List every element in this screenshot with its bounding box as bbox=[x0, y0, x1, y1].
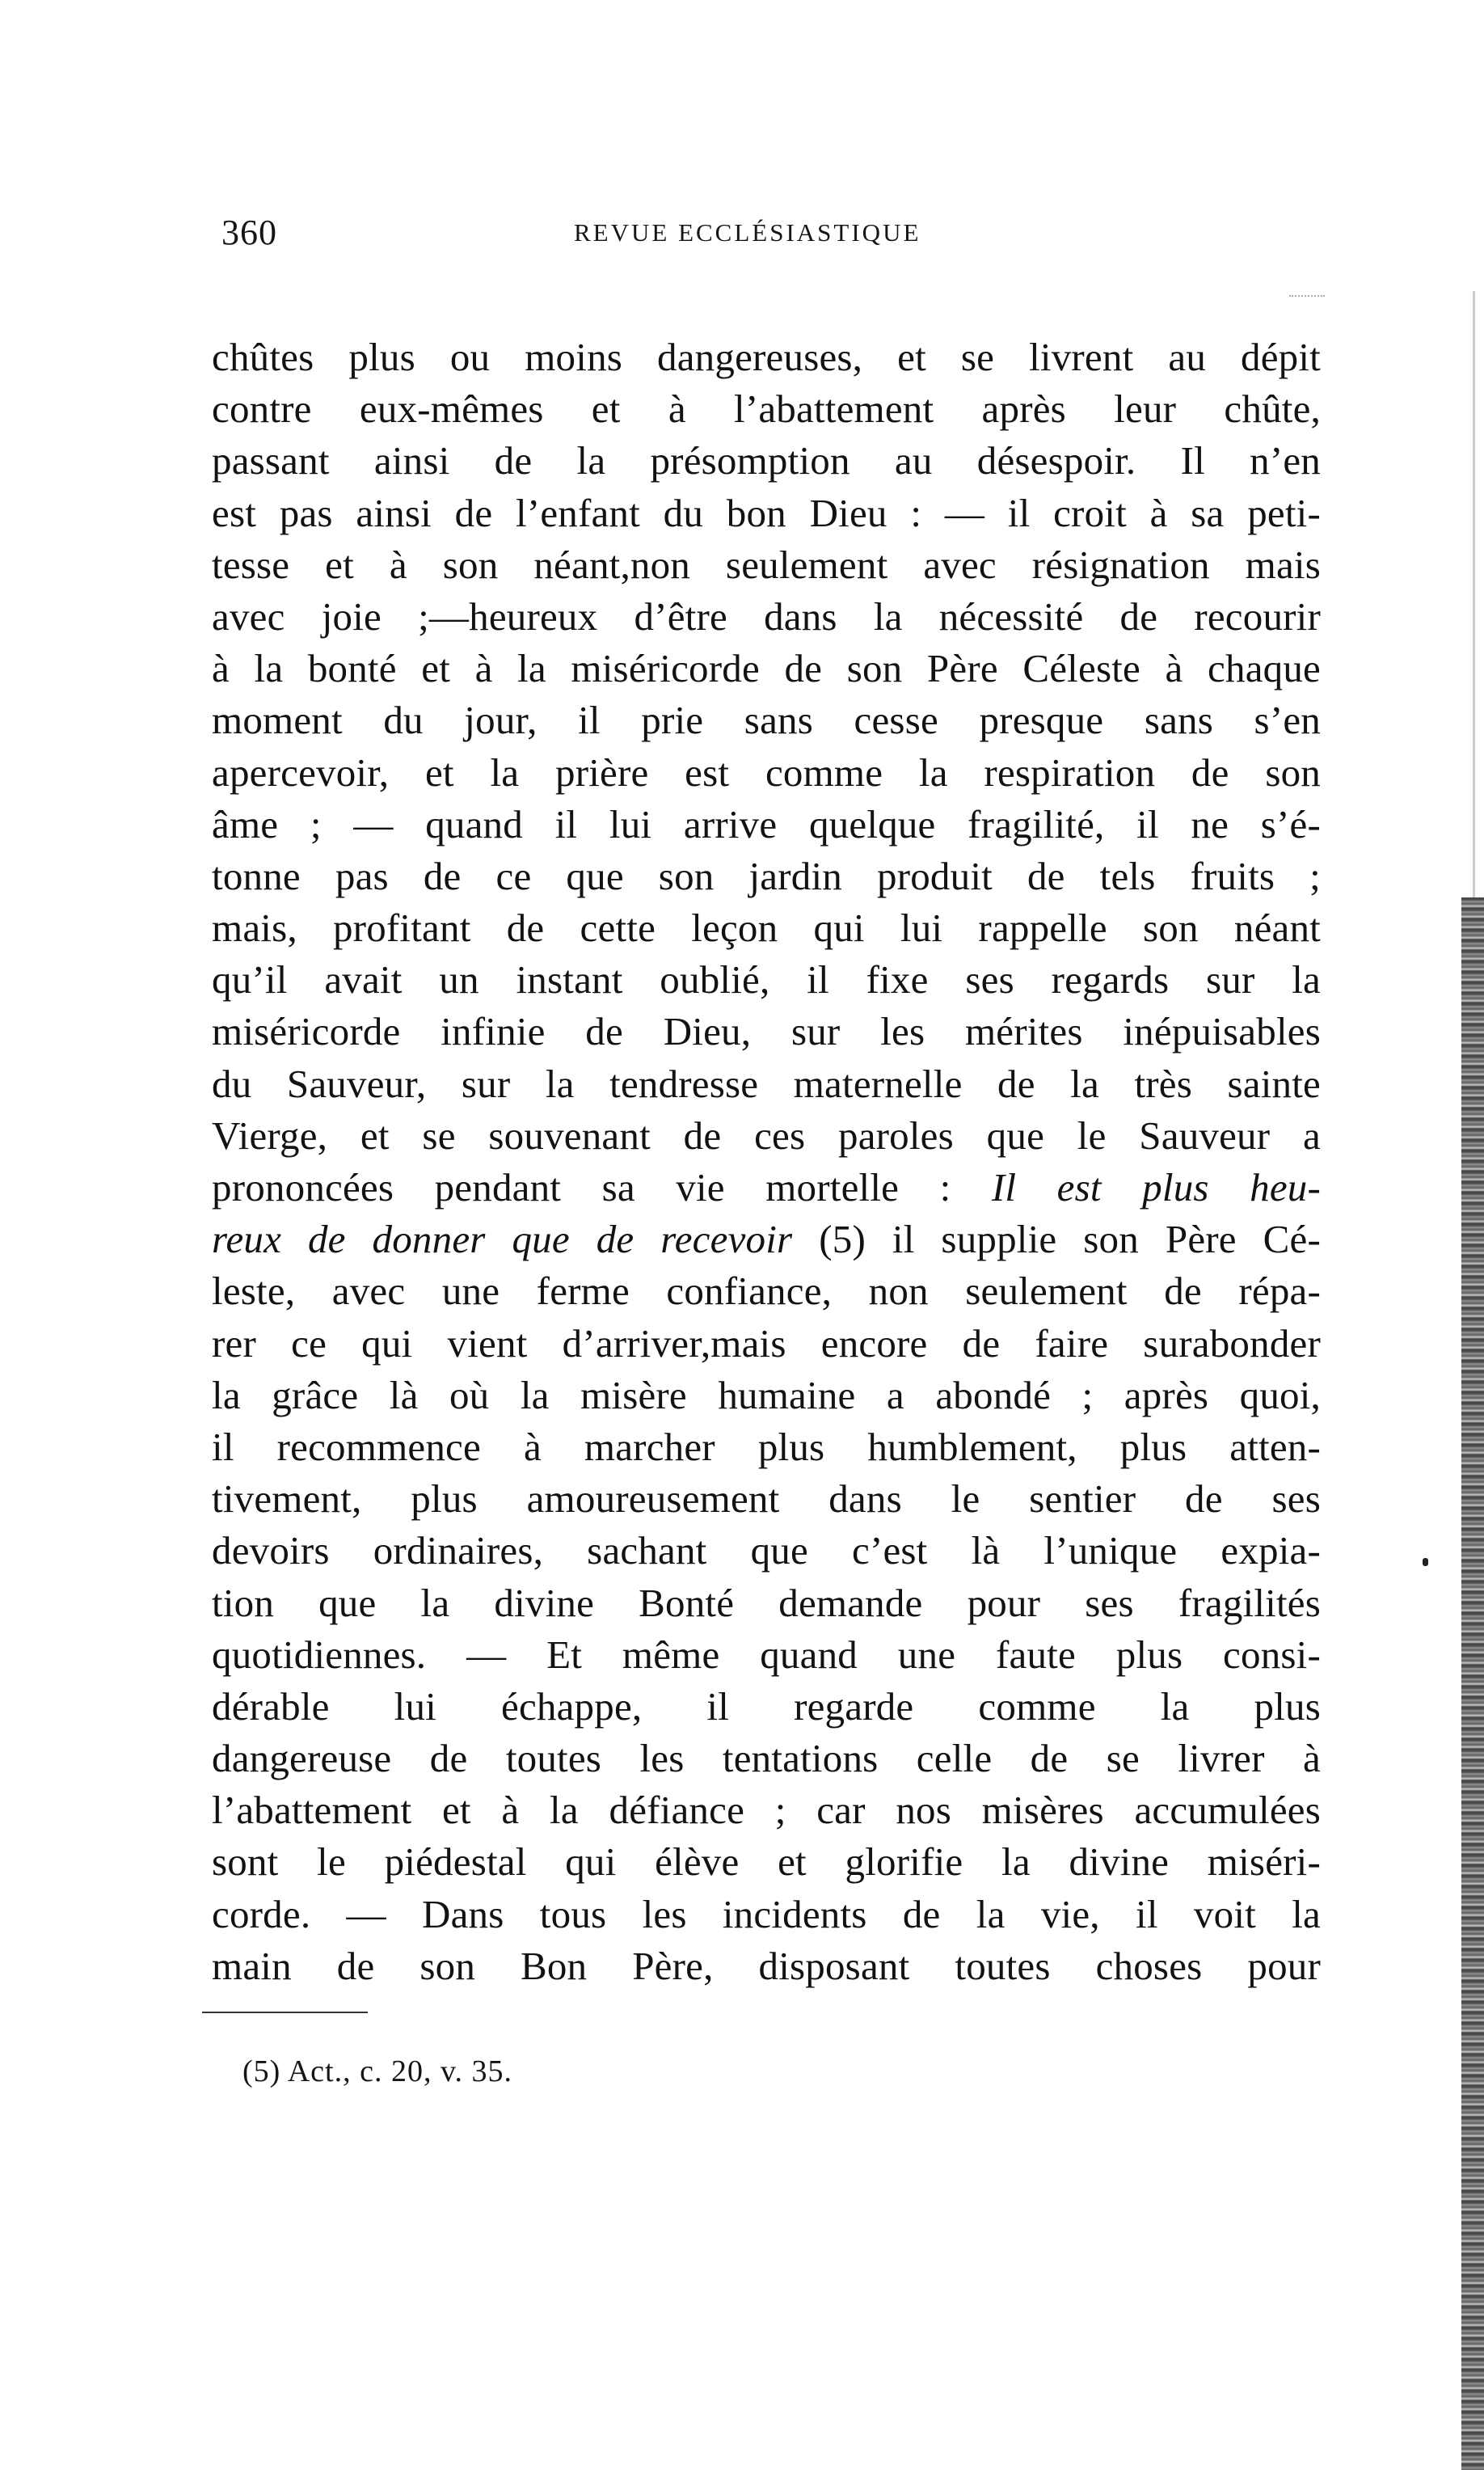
text-line: leste, avec une ferme confiance, non seulement de répa- bbox=[212, 1269, 1321, 1314]
text-line: apercevoir, et la prière est comme la respiration de son bbox=[212, 749, 1321, 795]
text-line: la grâce là où la misère humaine a abondé ; après quoi, bbox=[212, 1372, 1321, 1417]
text-line: l’abattement et à la défiance ; car nos misères accumulées bbox=[212, 1788, 1321, 1833]
text-line: quotidiennes. — Et même quand une faute plus consi- bbox=[212, 1632, 1321, 1677]
page-number: 360 bbox=[221, 213, 277, 252]
text-segment: (5) il supplie son Père Cé- bbox=[819, 1217, 1321, 1262]
text-line: dangereuse de toutes les tentations celle de se livrer à bbox=[212, 1736, 1321, 1781]
text-line: il recommence à marcher plus humblement, plus atten- bbox=[212, 1424, 1321, 1469]
text-line: sont le piédestal qui élève et glorifie la divine miséri- bbox=[212, 1839, 1321, 1885]
text-line: rer ce qui vient d’arriver,mais encore de faire surabonder bbox=[212, 1320, 1321, 1366]
text-line: miséricorde infinie de Dieu, sur les mérites inépuisables bbox=[212, 1009, 1321, 1054]
body-text bbox=[212, 331, 1321, 1992]
text-line: avec joie ;—heureux d’être dans la nécessité de recourir bbox=[212, 593, 1321, 639]
text-line: tesse et à son néant,non seulement avec résignation mais bbox=[212, 542, 1321, 587]
footnote-rule bbox=[202, 2012, 368, 2013]
text-line: Vierge, et se souvenant de ces paroles que le Sauveur a bbox=[212, 1113, 1321, 1158]
text-line: contre eux-mêmes et à l’abattement après leur chûte, bbox=[212, 386, 1321, 432]
text-line: chûtes plus ou moins dangereuses, et se livrent au dépit bbox=[212, 335, 1321, 379]
text-line: corde. — Dans tous les incidents de la vie, il voit la bbox=[212, 1891, 1321, 1936]
text-line: mais, profitant de cette leçon qui lui rappelle son néant bbox=[212, 906, 1321, 951]
text-line: moment du jour, il prie sans cesse presque sans s’en bbox=[212, 698, 1321, 743]
italic-quote: Il est plus heu- bbox=[991, 1165, 1321, 1210]
text-line-with-italic bbox=[212, 1214, 1321, 1265]
page-edge-shadow bbox=[1473, 291, 1475, 897]
text-line: tion que la divine Bonté demande pour ses fragilités bbox=[212, 1580, 1321, 1625]
text-line: du Sauveur, sur la tendresse maternelle de la très sainte bbox=[212, 1061, 1321, 1106]
text-line: qu’il avait un instant oublié, il fixe ses regards sur la bbox=[212, 957, 1321, 1003]
running-head bbox=[218, 212, 1334, 260]
italic-quote: reux de donner que de recevoir bbox=[212, 1217, 793, 1262]
footnote: (5) Act., c. 20, v. 35. bbox=[242, 2054, 512, 2088]
text-line: est pas ainsi de l’enfant du bon Dieu : — il croit à sa peti- bbox=[212, 490, 1321, 535]
stray-mark bbox=[1289, 295, 1325, 298]
text-line: tivement, plus amoureusement dans le sentier de ses bbox=[212, 1476, 1321, 1522]
text-line-with-italic bbox=[212, 1162, 1321, 1214]
text-segment: prononcées pendant sa vie mortelle : bbox=[212, 1165, 951, 1210]
text-line: devoirs ordinaires, sachant que c’est là l’unique expia- bbox=[212, 1528, 1321, 1573]
text-line: dérable lui échappe, il regarde comme la plus bbox=[212, 1683, 1321, 1729]
ink-speck bbox=[1423, 1558, 1428, 1566]
text-line: à la bonté et à la miséricorde de son Père Céleste à chaque bbox=[212, 646, 1321, 691]
text-line: tonne pas de ce que son jardin produit de tels fruits ; bbox=[212, 853, 1321, 898]
book-spine-edge bbox=[1461, 897, 1484, 2470]
text-line: main de son Bon Père, disposant toutes choses pour bbox=[212, 1943, 1321, 1988]
text-line: passant ainsi de la présomption au désespoir. Il n’en bbox=[212, 438, 1321, 483]
text-line: âme ; — quand il lui arrive quelque fragilité, il ne s’é- bbox=[212, 801, 1321, 847]
journal-title: REVUE ECCLÉSIASTIQUE bbox=[574, 218, 921, 247]
